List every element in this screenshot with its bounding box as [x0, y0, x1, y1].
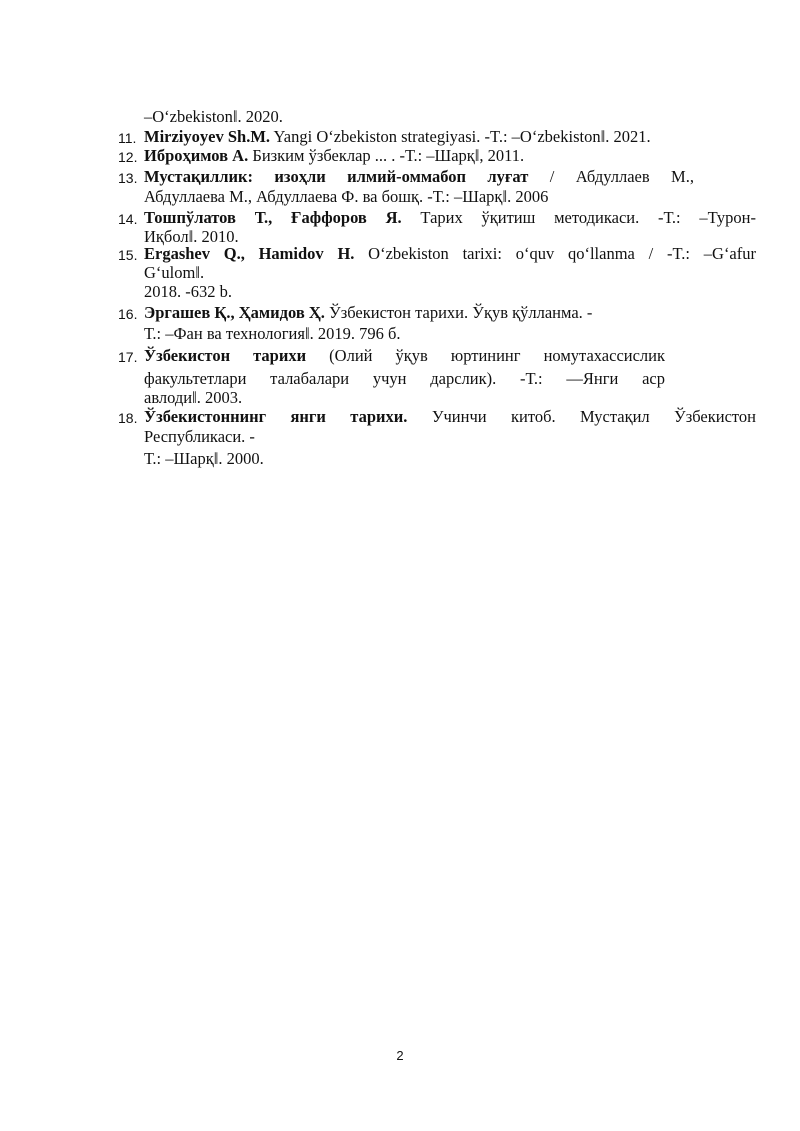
reference-number: 13. — [118, 170, 138, 186]
reference-text: O‘zbekiston tarixi: o‘quv qo‘llanma / -T.: –G‘afur — [354, 244, 756, 263]
reference-author: Иброҳимов А. — [144, 146, 249, 165]
reference-line: Т.: –Шарқ‖. 2000. — [144, 449, 264, 468]
reference-number: 12. — [118, 149, 138, 165]
reference-author: Ergashev Q., Hamidov H. — [144, 244, 355, 263]
reference-item — [144, 303, 592, 323]
reference-item — [144, 346, 665, 366]
reference-author: Мустақиллик: изоҳли илмий-оммабоп луғат — [144, 167, 529, 186]
reference-line: 2018. -632 b. — [144, 282, 232, 301]
page-number: 2 — [396, 1048, 404, 1063]
reference-item — [144, 244, 756, 264]
reference-item — [144, 407, 756, 427]
reference-line: авлоди‖. 2003. — [144, 388, 243, 407]
reference-item — [144, 167, 694, 187]
reference-author: Тошпўлатов Т., Ғаффоров Я. — [144, 208, 402, 227]
reference-number: 18. — [118, 410, 138, 426]
reference-line: Абдуллаева М., Абдуллаева Ф. ва бошқ. -Т.: –Шарқ‖. 2006 — [144, 187, 549, 206]
reference-number: 14. — [118, 211, 138, 227]
reference-item — [144, 208, 756, 228]
reference-text: (Олий ўқув юртининг номутахассислик — [306, 346, 665, 365]
reference-text: Yangi O‘zbekiston strategiyasi. -T.: –O‘zbekiston‖. 2021. — [270, 127, 651, 146]
reference-item — [144, 127, 651, 147]
reference-line: G‘ulom‖. — [144, 263, 205, 282]
reference-number: 17. — [118, 349, 138, 365]
reference-line: Республикаси. - — [144, 427, 255, 446]
reference-number: 15. — [118, 247, 138, 263]
reference-text: Учинчи китоб. Мустақил Ўзбекистон — [407, 407, 756, 426]
reference-line: Иқбол‖. 2010. — [144, 227, 239, 246]
reference-author: Mirziyoyev Sh.M. — [144, 127, 271, 146]
reference-author: Ўзбекистон тарихи — [144, 346, 307, 365]
reference-author: Эргашев Қ., Ҳамидов Ҳ. — [144, 303, 325, 322]
reference-text: / Абдуллаев М., — [528, 167, 694, 186]
reference-continuation: –O‘zbekiston‖. 2020. — [144, 107, 283, 126]
reference-text: Ўзбекистон тарихи. Ўқув қўлланма. - — [324, 303, 593, 322]
reference-line: Т.: –Фан ва технология‖. 2019. 796 б. — [144, 324, 401, 343]
reference-text: Бизким ўзбеклар ... . -Т.: –Шарқ‖, 2011. — [248, 146, 525, 165]
reference-item — [144, 146, 524, 166]
reference-number: 11. — [118, 130, 137, 146]
reference-line: факультетлари талабалари учун дарслик). -Т.: ―Янги аср — [144, 369, 665, 388]
reference-author: Ўзбекистоннинг янги тарихи. — [144, 407, 408, 426]
reference-number: 16. — [118, 306, 138, 322]
reference-text: Тарих ўқитиш методикаси. -Т.: –Турон- — [401, 208, 756, 227]
